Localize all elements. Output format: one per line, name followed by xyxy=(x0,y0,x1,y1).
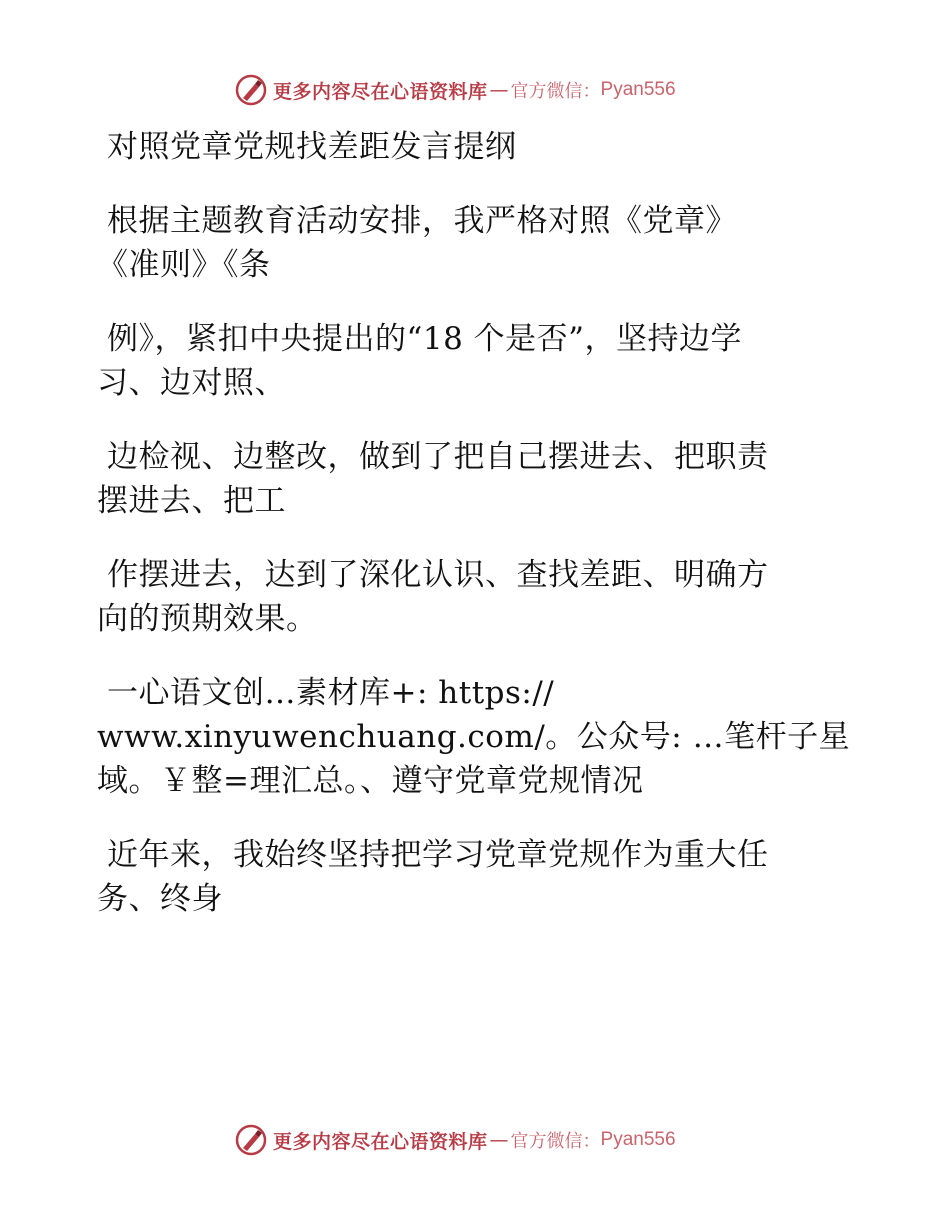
paragraph-line: 例》，紧扣中央提出的“18 个是否”，坚持边学 xyxy=(107,321,742,357)
paragraph-line: 作摆进去，达到了深化认识、查找差距、明确方 xyxy=(107,557,769,593)
footer-watermark xyxy=(235,1123,676,1157)
watermark-label: 官方微信： xyxy=(510,1131,601,1152)
paragraph-line: 一心语文创…素材库+: https:// xyxy=(107,675,555,711)
watermark-separator: — xyxy=(489,1129,509,1151)
document-title: 对照党章党规找差距发言提纲 xyxy=(107,129,517,165)
pen-logo-icon xyxy=(235,74,267,106)
paragraph-line: 习、边对照、 xyxy=(97,365,286,401)
pen-logo-icon xyxy=(235,1124,267,1156)
watermark-handle: Pyan556 xyxy=(600,1129,676,1150)
watermark-site-text: 更多内容尽在心语资料库 xyxy=(273,80,488,103)
watermark-handle: Pyan556 xyxy=(600,79,676,100)
paragraph-line: 务、终身 xyxy=(97,881,223,917)
paragraph-line: 近年来，我始终坚持把学习党章党规作为重大任 xyxy=(107,837,769,873)
paragraph-line: 边检视、边整改，做到了把自己摆进去、把职责 xyxy=(107,439,769,475)
paragraph-line: www.xinyuwenchuang.com/。公众号: …笔杆子星 xyxy=(97,719,851,755)
paragraph-line: 《准则》《条 xyxy=(97,247,271,283)
header-watermark xyxy=(235,73,676,107)
paragraph-line: 域。￥整=理汇总。、遵守党章党规情况 xyxy=(97,763,644,799)
paragraph-line: 摆进去、把工 xyxy=(97,483,286,519)
paragraph-line: 根据主题教育活动安排，我严格对照《党章》 xyxy=(107,203,737,239)
watermark-separator: — xyxy=(489,79,509,101)
document-body xyxy=(97,125,857,921)
watermark-label: 官方微信： xyxy=(510,81,601,102)
paragraph-line: 向的预期效果。 xyxy=(97,601,318,637)
watermark-site-text: 更多内容尽在心语资料库 xyxy=(273,1130,488,1153)
